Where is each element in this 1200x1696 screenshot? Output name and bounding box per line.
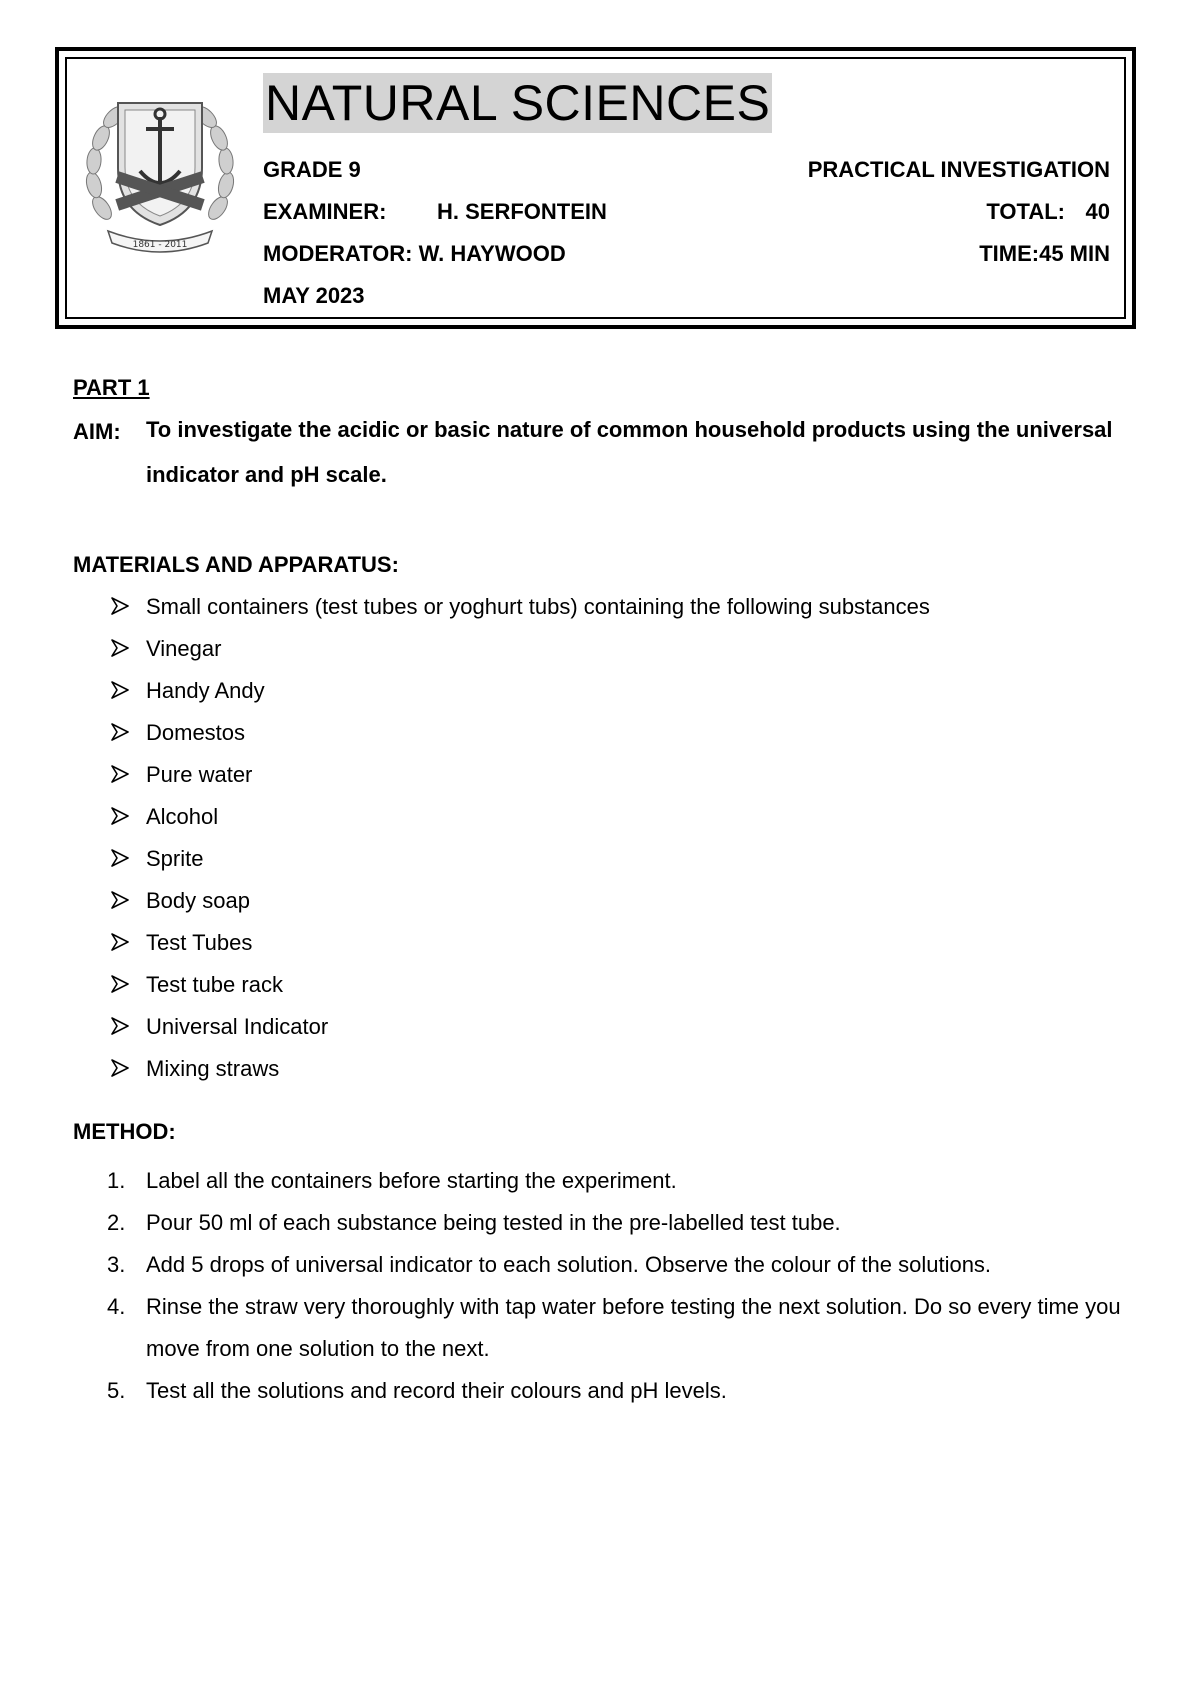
examiner-name: H. SERFONTEIN bbox=[437, 199, 607, 224]
examiner-label: EXAMINER: bbox=[263, 199, 387, 224]
material-label: Test Tubes bbox=[146, 930, 253, 955]
arrow-bullet-icon bbox=[110, 596, 130, 616]
material-label: Domestos bbox=[146, 720, 246, 745]
step-number: 5. bbox=[107, 1378, 126, 1403]
arrow-bullet-icon bbox=[110, 890, 130, 910]
page-title: NATURAL SCIENCES bbox=[265, 75, 771, 131]
material-label: Handy Andy bbox=[146, 678, 265, 703]
step-number: 4. bbox=[107, 1294, 126, 1319]
method-step bbox=[107, 1160, 1137, 1202]
time-limit: TIME:45 MIN bbox=[979, 241, 1110, 266]
step-text: Rinse the straw very thoroughly with tap water before testing the next solution. Do so every time you move from one solution to the next. bbox=[146, 1294, 1121, 1361]
school-crest-icon bbox=[80, 93, 240, 258]
arrow-bullet-icon bbox=[110, 848, 130, 868]
part-title: PART 1 bbox=[73, 375, 150, 400]
list-item bbox=[110, 930, 930, 972]
material-label: Mixing straws bbox=[146, 1056, 280, 1081]
step-number: 2. bbox=[107, 1210, 126, 1235]
list-item bbox=[110, 1056, 930, 1098]
arrow-bullet-icon bbox=[110, 722, 130, 742]
step-number: 1. bbox=[107, 1168, 126, 1193]
material-label: Small containers (test tubes or yoghurt tubs) containing the following substances bbox=[146, 594, 930, 619]
method-list bbox=[107, 1160, 1137, 1412]
material-label: Alcohol bbox=[146, 804, 219, 829]
arrow-bullet-icon bbox=[110, 764, 130, 784]
aim-label: AIM: bbox=[73, 419, 121, 444]
material-label: Test tube rack bbox=[146, 972, 283, 997]
arrow-bullet-icon bbox=[110, 806, 130, 826]
arrow-bullet-icon bbox=[110, 638, 130, 658]
material-label: Body soap bbox=[146, 888, 250, 913]
moderator: MODERATOR: W. HAYWOOD bbox=[263, 241, 566, 266]
materials-list bbox=[110, 594, 930, 1098]
step-number: 3. bbox=[107, 1252, 126, 1277]
arrow-bullet-icon bbox=[110, 932, 130, 952]
list-item bbox=[110, 594, 930, 636]
method-heading: METHOD: bbox=[73, 1119, 176, 1144]
material-label: Vinegar bbox=[146, 636, 222, 661]
list-item bbox=[110, 888, 930, 930]
list-item bbox=[110, 846, 930, 888]
arrow-bullet-icon bbox=[110, 680, 130, 700]
step-text: Label all the containers before starting the experiment. bbox=[146, 1168, 677, 1193]
total-value: 40 bbox=[1085, 199, 1110, 224]
material-label: Pure water bbox=[146, 762, 253, 787]
arrow-bullet-icon bbox=[110, 1016, 130, 1036]
step-text: Pour 50 ml of each substance being tested in the pre-labelled test tube. bbox=[146, 1210, 841, 1235]
method-step bbox=[107, 1244, 1137, 1286]
list-item bbox=[110, 762, 930, 804]
list-item bbox=[110, 636, 930, 678]
method-step bbox=[107, 1286, 1137, 1370]
aim-text: To investigate the acidic or basic nature of common household products using the universal indicator and pH scale. bbox=[146, 417, 1113, 487]
method-step bbox=[107, 1370, 1137, 1412]
list-item bbox=[110, 678, 930, 720]
arrow-bullet-icon bbox=[110, 974, 130, 994]
method-step bbox=[107, 1202, 1137, 1244]
list-item bbox=[110, 1014, 930, 1056]
material-label: Universal Indicator bbox=[146, 1014, 329, 1039]
svg-text:1861 - 2011: 1861 - 2011 bbox=[132, 240, 188, 250]
assessment-type: PRACTICAL INVESTIGATION bbox=[807, 157, 1110, 182]
total-label: TOTAL: bbox=[986, 199, 1065, 224]
exam-date: MAY 2023 bbox=[263, 283, 365, 308]
material-label: Sprite bbox=[146, 846, 204, 871]
list-item bbox=[110, 972, 930, 1014]
list-item bbox=[110, 804, 930, 846]
materials-heading: MATERIALS AND APPARATUS: bbox=[73, 552, 399, 577]
step-text: Add 5 drops of universal indicator to each solution. Observe the colour of the solutions. bbox=[146, 1252, 992, 1277]
arrow-bullet-icon bbox=[110, 1058, 130, 1078]
step-text: Test all the solutions and record their colours and pH levels. bbox=[146, 1378, 727, 1403]
grade-label: GRADE 9 bbox=[263, 157, 361, 182]
list-item bbox=[110, 720, 930, 762]
